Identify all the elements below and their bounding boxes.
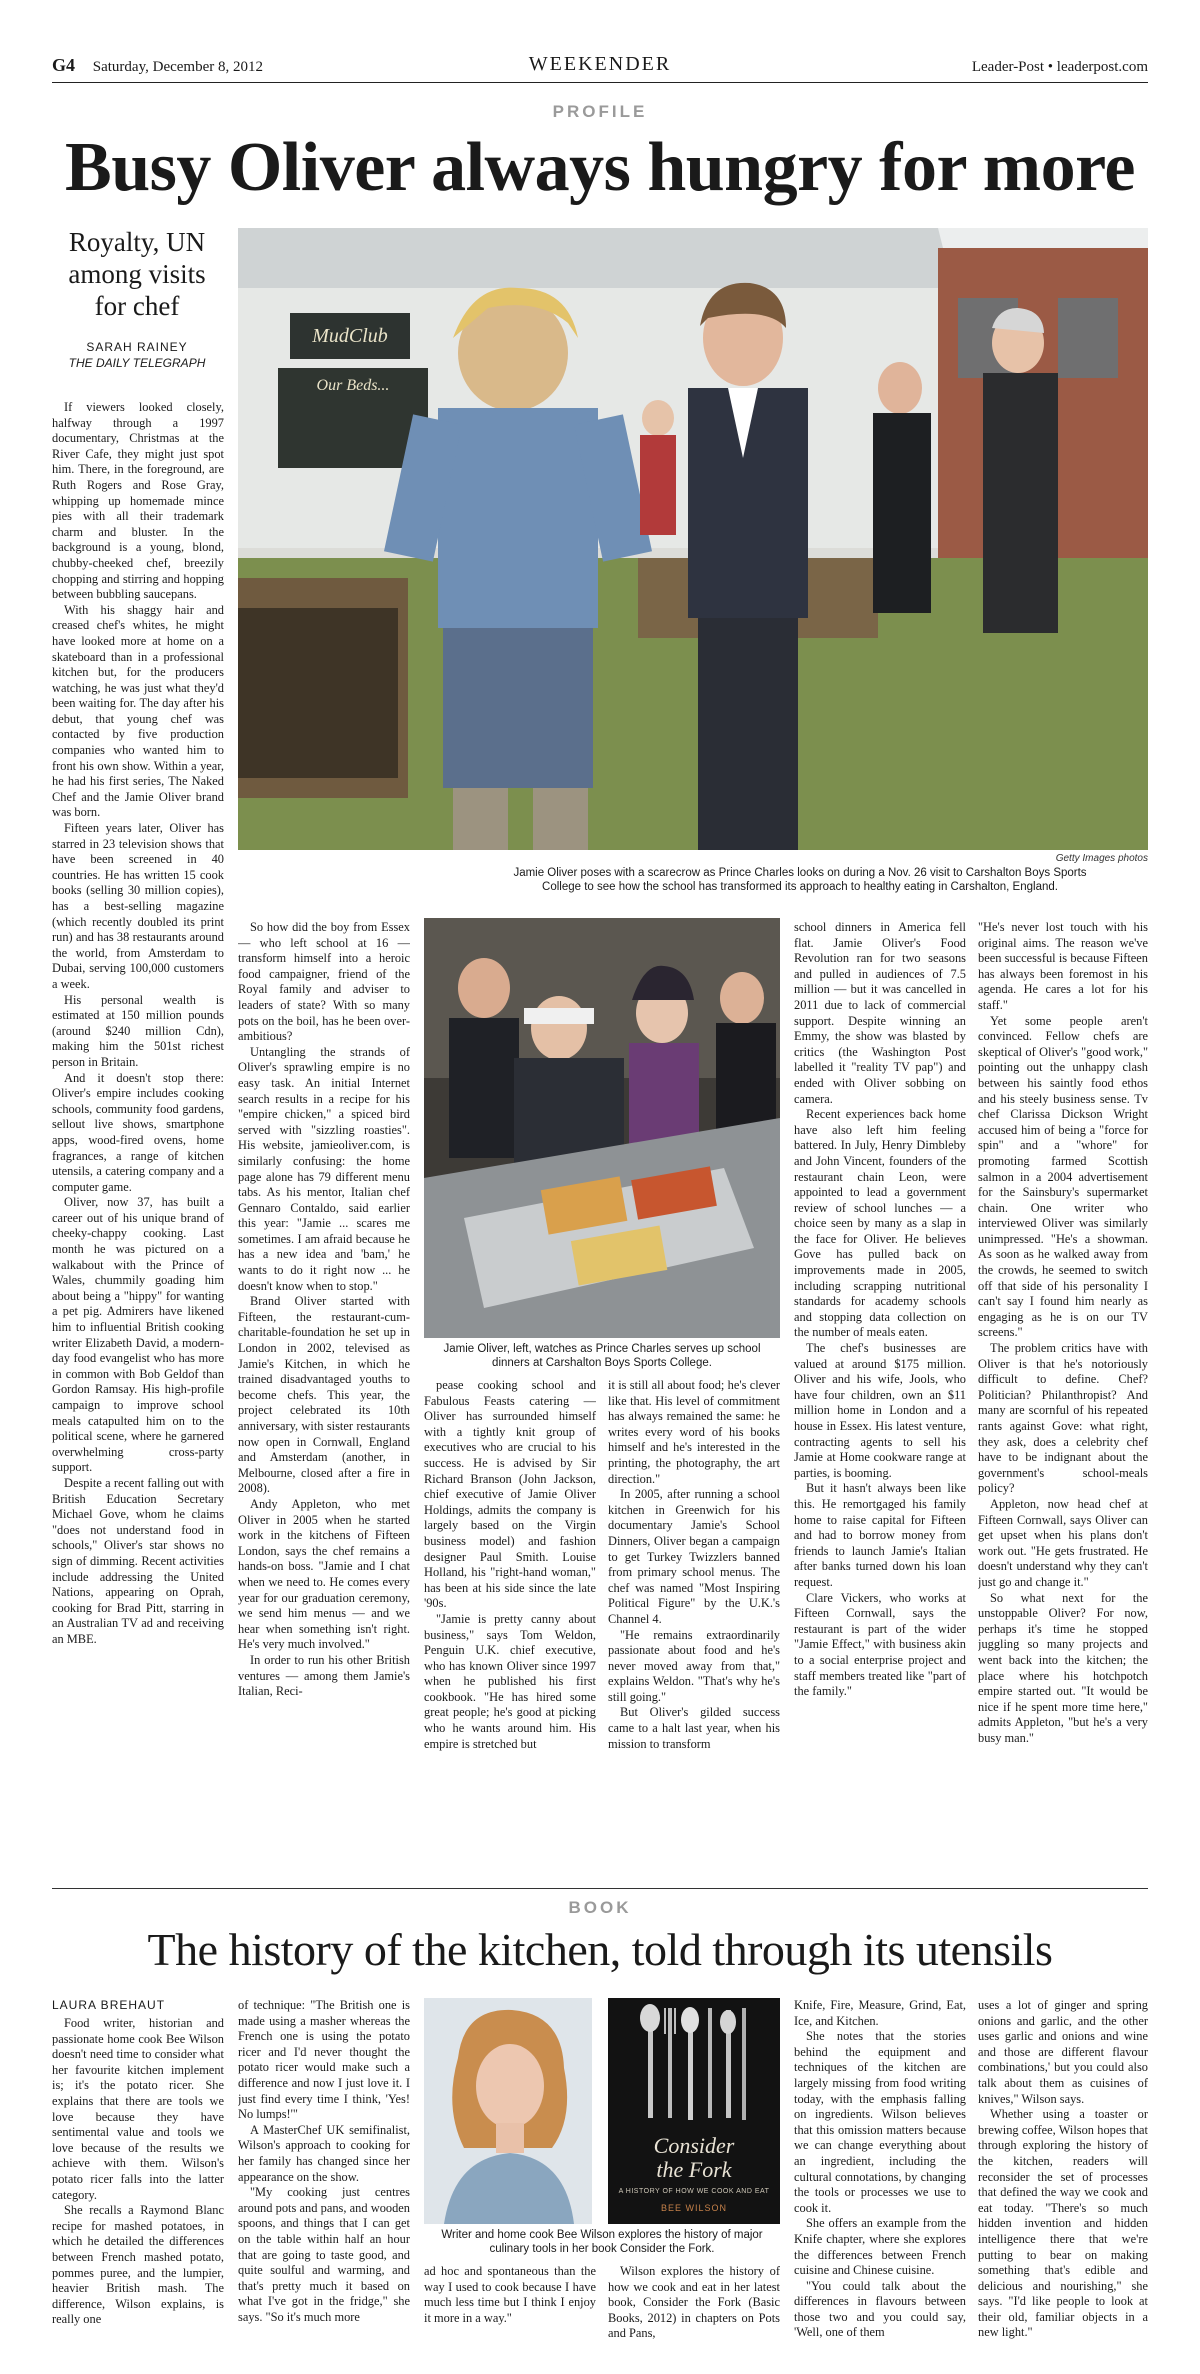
paragraph: "Jamie is pretty canny about business," says Tom Weldon, Penguin U.K. chief executive, who has known Oliver since 1997 when he published his first cookbook. "He has hired some great people; he's good at picking who he wants around him. His empire is stretched but (424, 1611, 596, 1751)
paragraph: The problem critics have with Oliver is that he's notoriously difficult to define. Chef? Politician? Philanthropist? And many are scornful of his repeated rants against Gove: what right, they ask, does a celebrity chef have to be indignant about the government's school-meals policy? (978, 1341, 1148, 1496)
article2-byline: LAURA BREHAUT (52, 1998, 166, 2012)
article2-col5 (794, 1998, 966, 2360)
paragraph: His personal wealth is estimated at 150 million pounds (around $240 million Cdn), making him the 501st richest person in Britain. (52, 992, 224, 1069)
book-author: BEE WILSON (660, 2203, 727, 2213)
paragraph: She notes that the stories behind the equipment and techniques of the kitchen are largely missing from food writing today, with the emphasis falling on ingredients. Wilson believes that this omission matters because we can change everything about an ingredient, including the cultural connotations, by changing the tools or processes we use to cook it. (794, 2029, 966, 2215)
article1-byline: SARAH RAINEY (86, 340, 188, 354)
scarecrow-photo-illustration (238, 228, 1148, 850)
paragraph: But it hasn't always been like this. He remortgaged his family home to raise capital for Fifteen and had to borrow money from friends to launch Jamie's Italian after banks turned down his loan request. (794, 1481, 966, 1589)
paragraph: Whether using a toaster or brewing coffee, Wilson hopes that through exploring the history of the kitchen, readers will reconsider the set of processes that defined the way we cook and eat today. "There's so much hidden invention and hidden intelligence there that we're putting to bear on making something that's edible and delicious and nourishing," she says. "I'd like people to look at their old, familiar objects in a new light." (978, 2107, 1148, 2340)
paragraph: But Oliver's gilded success came to a halt last year, when his mission to transform (608, 1705, 780, 1751)
paragraph: If viewers looked closely, halfway through a 1997 documentary, Christmas at the River Cafe, they might just spot him. There, in the foreground, are Ruth Rogers and Rose Gray, whipping up homemade mince pies with all their trademark charm and bluster. In the background is a young, blond, chubby-cheeked chef, breezily chopping and stirring and hopping between bubbling saucepans. (52, 400, 224, 602)
main-photo-caption: Jamie Oliver poses with a scarecrow as Prince Charles looks on during a Nov. 26 visit to Carshalton Boys Sports College to see how the school has transformed its approach to healthy eating in Carshalton, England. (513, 867, 1087, 893)
article1-headline: Busy Oliver always hungry for more (65, 129, 1135, 206)
book-title-line2: the Fork (656, 2157, 732, 2182)
paragraph: Knife, Fire, Measure, Grind, Eat, Ice, and Kitchen. (794, 1998, 966, 2028)
paragraph: of technique: "The British one is made using a masher whereas the French one is using the potato ricer and I'd never thought the potato ricer would make such a difference and now I just love it. I just find every time I think, 'Yes! No lumps!'" (238, 1998, 410, 2122)
paragraph: In 2005, after running a school kitchen in Greenwich for his documentary Jamie's School Dinners, Oliver began a campaign to get Turkey Twizzlers banned from primary school menus. The chef was named "Most Inspiring Political Figure" by the U.K.'s Channel 4. (608, 1487, 780, 1626)
paragraph: Yet some people aren't convinced. Fellow chefs are skeptical of Oliver's "good work," pointing out the unhappy clash between his saintly food ethos and his steely business sense. Tv chef Clarissa Dickson Wright accused him of being a "force for spin" and a "whore" for promoting farmed Scottish salmon in a 2004 advertisement for the Sainsbury's supermarket chain. One writer who interviewed Oliver was similarly unimpressed. "He's a showman. As soon as he walked away from the crowds, he seemed to switch off that side of his personality I can't say I found him nearly as engaging as he is on our TV screens." (978, 1013, 1148, 1340)
article1-kicker: PROFILE (552, 102, 648, 121)
article2-kicker: BOOK (568, 1898, 632, 1917)
paragraph: Fifteen years later, Oliver has starred in 23 television shows that have been screened in 40 countries. He has written 15 cook books (selling 30 million copies), has a best-selling magazine (which recently doubled its print run) and has 38 restaurants around the world, from Amsterdam to Dubai, serving 100,000 customers a week. (52, 821, 224, 991)
paragraph: Brand Oliver started with Fifteen, the restaurant-cum-charitable-foundation he set up in London in 2002, televised as Jamie's Kitchen, in which he trained disadvantaged youths to become chefs. This year, the project celebrated its 10th anniversary, with sister restaurants now open in Cornwall, England and Amsterdam (another, in Melbourne, closed after a fire in 2008). (238, 1294, 410, 1496)
paragraph: "He remains extraordinarily passionate about food and he's never moved away from that," explains Weldon. "That's why he's still going." (608, 1627, 780, 1704)
book-title-line1: Consider (653, 2133, 735, 2158)
paragraph: Despite a recent falling out with British Education Secretary Michael Gove, whom he claims "does not understand food in schools," Oliver's star shows no sign of dimming. Recent activities include addressing the United Nations, appearing on Oprah, cooking for Brad Pitt, starring in an Australian TV ad and receiving an MBE. (52, 1475, 224, 1646)
paragraph: Wilson explores the history of how we cook and eat in her latest book, Consider the Fork (Basic Books, 2012) in chapters on Pots and Pans, (608, 2264, 780, 2341)
page-number: G4 (52, 55, 76, 75)
secondary-photo (424, 918, 780, 1338)
school-dinner-photo-illustration (424, 918, 780, 1338)
paper-name: Leader-Post • leaderpost.com (971, 59, 1148, 75)
section-title: WEEKENDER (528, 53, 672, 75)
article1-publication: THE DAILY TELEGRAPH (68, 356, 206, 370)
article1-col6 (978, 920, 1148, 1880)
article1-col4 (608, 1378, 780, 1880)
article2-headline: The history of the kitchen, told through its utensils (147, 1924, 1053, 1975)
paragraph: With his shaggy hair and creased chef's whites, he might have looked more at home on a skateboard than in a professional kitchen but, for the producers watching, he was just what they'd been waiting for. The day after his debut, that young chef was contacted by five production companies who wanted him to front his own show. Within a year, he had his first series, The Naked Chef and the Jamie Oliver brand was born. (52, 602, 224, 820)
article1-deck: Royalty, UN among visits for chef (68, 227, 206, 321)
paragraph: The chef's businesses are valued at around $175 million. Oliver and his wife, Jools, who have four children, own an $11 million home in London and a house in Essex. His latest venture, contracting agents to sell his Jamie at Home cookware range at parties, is booming. (794, 1341, 966, 1480)
article1-col2 (238, 920, 410, 1880)
book-title (608, 2134, 780, 2182)
paragraph: "He's never lost touch with his original aims. The reason we've been successful is because Fifteen has always been foremost in his agenda. He cares a lot for his staff." (978, 920, 1148, 1012)
author-photo (424, 1998, 592, 2224)
paragraph: Untangling the strands of Oliver's sprawling empire is no easy task. An initial Internet search results in a recipe for his "empire chicken," a spiced bird served with "sizzling roasties". His website, jamieoliver.com, is similarly confusing: the home page alone has 79 different menu tabs. As his mentor, Italian chef Gennaro Contaldo, said earlier this year: "Jamie ... scares me sometimes. I am afraid because he has a new idea and 'bam,' he wants to do it right now ... he doesn't know when to stop." (238, 1044, 410, 1293)
paragraph: uses a lot of ginger and spring onions and garlic, and the other uses garlic and onions and wine and those are different flavour combinations,' but you could also talk about them as cuisines of knives," Wilson says. (978, 1998, 1148, 2106)
paragraph: Appleton, now head chef at Fifteen Cornwall, says Oliver can get upset when his plans don't work out. "He gets frustrated. He doesn't understand why they can't just go and change it." (978, 1496, 1148, 1589)
paragraph: it is still all about food; he's clever like that. His level of commitment has always remained the same: he writes every word of his books himself and he's interested in the printing, the photography, the art direction." (608, 1378, 780, 1486)
paragraph: "My cooking just centres around pots and pans, and wooden spoons, and things that I can get on the table within half an hour that are going to taste good, and quite soulful and warming, and that's pretty much it based on what I've got in the fridge," she says. "So it's much more (238, 2185, 410, 2324)
paragraph: pease cooking school and Fabulous Feasts catering — Oliver has surrounded himself with a tightly knit group of executives who are crucial to his success. He is advised by Sir Richard Branson (John Jackson, chief executive of Jamie Oliver Holdings, admits the company is largely based on the Virgin business model) and fashion designer Paul Smith. Louise Holland, his "right-hand woman," has been at his side since the late '90s. (424, 1378, 596, 1611)
issue-date: Saturday, December 8, 2012 (92, 59, 263, 75)
page-header (52, 48, 1148, 83)
ourbeds-sign: Our Beds... (316, 377, 390, 394)
paragraph: A MasterChef UK semifinalist, Wilson's approach to cooking for her family has changed since her appearance on the show. (238, 2122, 410, 2184)
paragraph: Food writer, historian and passionate home cook Bee Wilson doesn't need time to consider what her favourite kitchen implement is; it's the potato ricer. She explains that there are tools we love because they have sentimental value and tools we love because of the results we achieve with them. Wilson's potato ricer falls into the latter category. (52, 2016, 224, 2202)
paragraph: Andy Appleton, who met Oliver in 2005 when he started work in the kitchens of Fifteen London, says the chef remains a hands-on boss. "Jamie and I chat when we need to. He comes every year for our graduation ceremony, we send him menus — and we hear when something isn't right. He's very much involved." (238, 1496, 410, 1652)
paragraph: She recalls a Raymond Blanc recipe for mashed potatoes, in which he detailed the differences between French mashed potato, pommes puree, and the lumpier, heavier British mash. The difference, Wilson explains, is really one (52, 2203, 224, 2327)
article2-col1 (52, 2016, 224, 2360)
paragraph: And it doesn't stop there: Oliver's empire includes cooking schools, community food gardens, sellout live shows, smartphone apps, wood-fired ovens, home fragrances, a range of kitchen utensils, a catering company and a computer game. (52, 1070, 224, 1194)
book-cover (608, 1998, 780, 2224)
article1-col1 (52, 400, 224, 1880)
section-divider (52, 1888, 1148, 1889)
article2-col2 (238, 1998, 410, 2360)
article2-col3 (424, 2264, 596, 2360)
mudclub-sign: MudClub (312, 325, 388, 347)
paragraph: ad hoc and spontaneous than the way I used to cook because I have much less time but I think I enjoy it more in a way." (424, 2264, 596, 2325)
article1-col3 (424, 1378, 596, 1880)
book-subtitle: A HISTORY OF HOW WE COOK AND EAT (618, 2188, 770, 2195)
author-portrait-illustration (424, 1998, 592, 2224)
article2-col4 (608, 2264, 780, 2360)
paragraph: She offers an example from the Knife chapter, where she explores the differences between French cuisine and Chinese cuisine. (794, 2216, 966, 2278)
photo-credit: Getty Images photos (1055, 853, 1148, 864)
paragraph: Oliver, now 37, has built a career out of his unique brand of cheeky-chappy cooking. Last month he was pictured on a walkabout with the Prince of Wales, chummily goading him about being a "hippy" for wanting a pet pig. Admirers have likened him to influential British cooking writer Elizabeth David, a modern-day food evangelist who has more in common with Bob Geldof than Gordon Ramsay. His high-profile campaign to improve school meals catapulted him on to the political scene, where he garnered overwhelming cross-party support. (52, 1195, 224, 1475)
paragraph: So what next for the unstoppable Oliver? For now, perhaps it's time he stopped juggling so many projects and went back into the kitchen; the place where his hotchpotch empire started out. "It would be nice if he spent more time here," admits Appleton, "but he's a very busy man." (978, 1590, 1148, 1745)
paragraph: In order to run his other British ventures — among them Jamie's Italian, Reci- (238, 1652, 410, 1699)
paragraph: school dinners in America fell flat. Jamie Oliver's Food Revolution ran for two seasons and pulled in audiences of 7.5 million — but it was cancelled in 2011 due to lack of commercial support. Despite winning an Emmy, the show was blasted by critics (the Washington Post labelled it "reality TV pap") and ended with Oliver sobbing on camera. (794, 920, 966, 1106)
article2-photo-caption: Writer and home cook Bee Wilson explores the history of major culinary tools in her book Consider the Fork. (441, 2229, 763, 2255)
paragraph: Recent experiences back home have also left him feeling battered. In July, Henry Dimbleby and John Vincent, founders of the restaurant chain Leon, were appointed to lead a government review of school lunches — a choice seen by many as a slap in the face for Oliver. He believes Gove has pulled back on improvements made in 2005, including scrapping nutritional standards for academy schools and stopping data collection on the number of meals eaten. (794, 1107, 966, 1340)
article1-col5 (794, 920, 966, 1880)
secondary-photo-caption: Jamie Oliver, left, watches as Prince Charles serves up school dinners at Carshalton Boys Sports College. (443, 1343, 761, 1369)
article2-col6 (978, 1998, 1148, 2360)
main-photo (238, 228, 1148, 850)
paragraph: So how did the boy from Essex — who left school at 16 — transform himself into a heroic food campaigner, friend of the Royal family and adviser to leaders of state? With so many pots on the boil, has he been over-ambitious? (238, 920, 410, 1044)
paragraph: Clare Vickers, who works at Fifteen Cornwall, says the restaurant is part of the wider "Jamie Effect," with business akin to a social enterprise project and staff members treated like "part of the family." (794, 1590, 966, 1699)
paragraph: "You could talk about the differences in flavours between those two and you could say, 'Well, one of them (794, 2278, 966, 2340)
